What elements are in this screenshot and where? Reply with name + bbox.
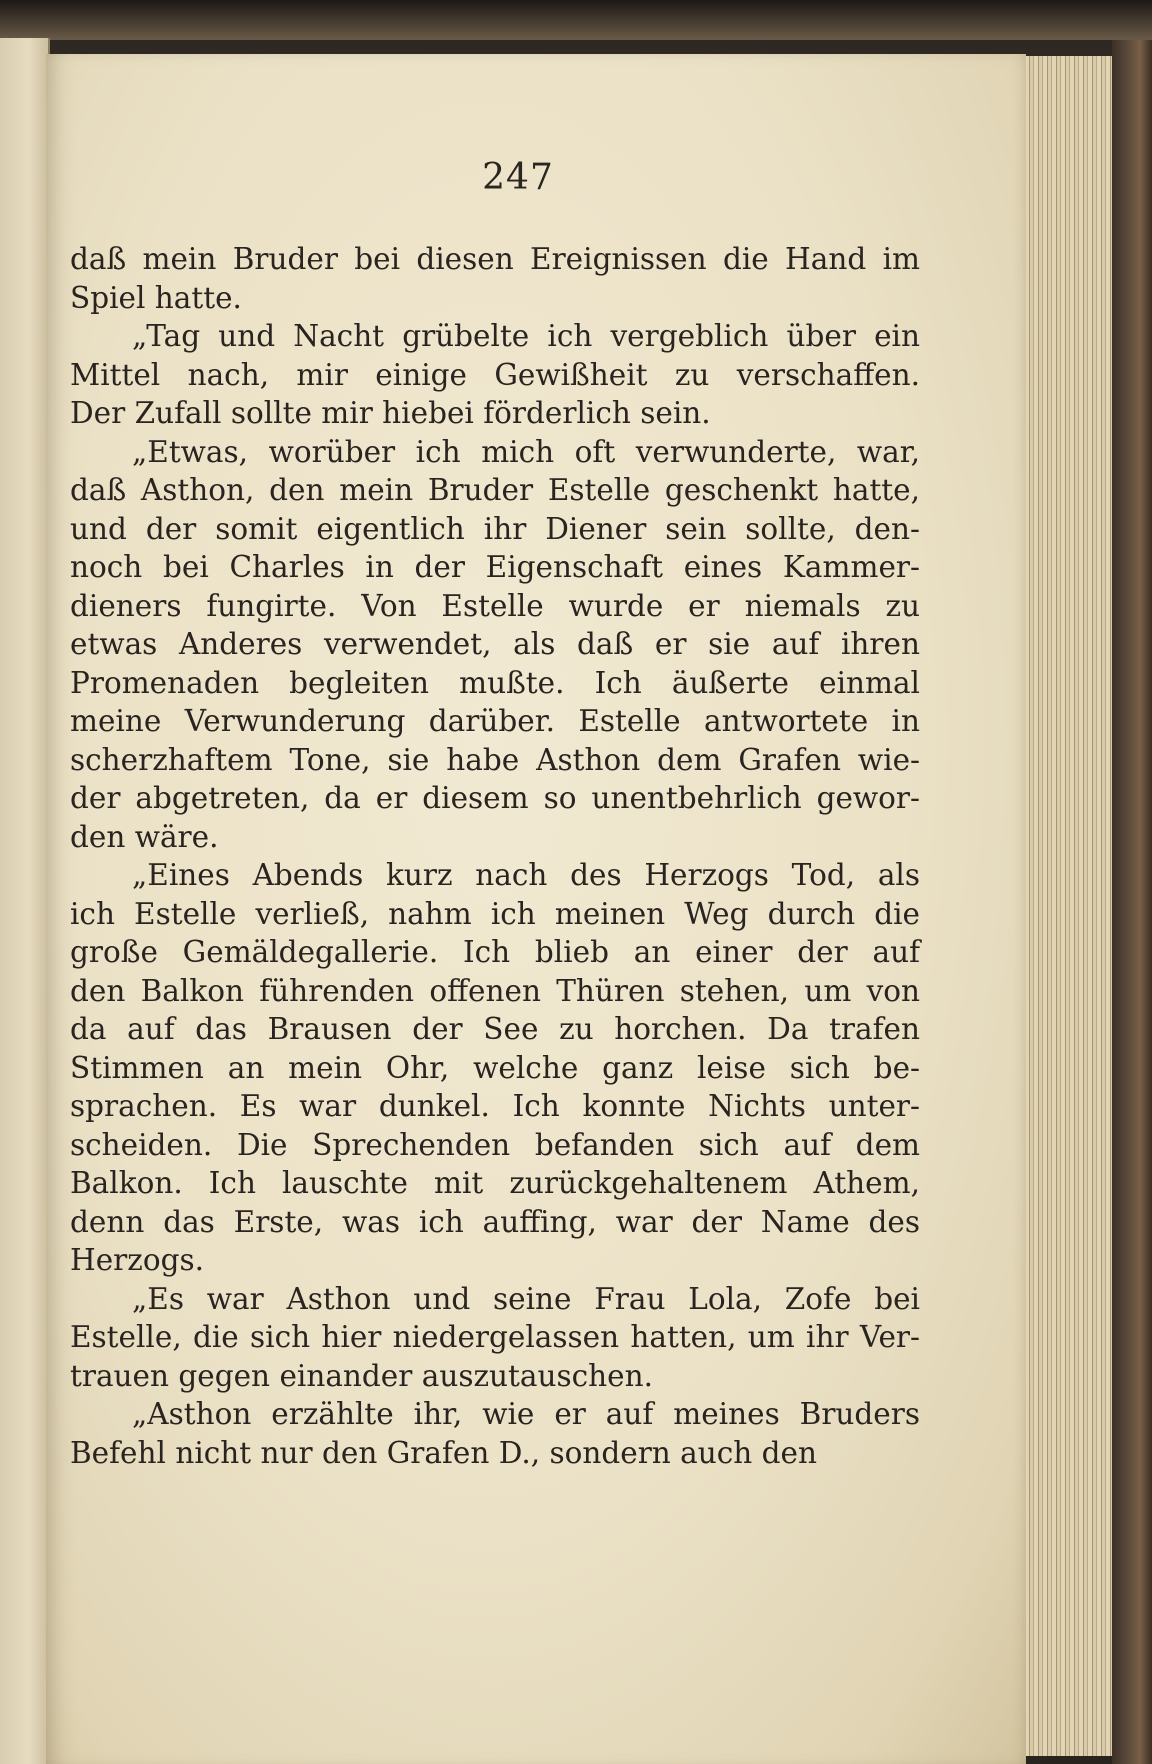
text-line: Promenaden begleiten mußte. Ich äußerte einmal xyxy=(70,665,920,700)
text-line: „Asthon erzählte ihr, wie er auf meines Bruders xyxy=(132,1397,920,1431)
text-line: den wäre. xyxy=(70,819,219,854)
text-line: ich Estelle verließ, nahm ich meinen Weg durch die xyxy=(70,896,920,931)
text-line: etwas Anderes verwendet, als daß er sie auf ihren xyxy=(70,627,920,661)
text-line: da auf das Brausen der See zu horchen. Da trafen xyxy=(70,1012,920,1046)
text-line: daß mein Bruder bei diesen Ereignissen die Hand im xyxy=(70,242,920,276)
text-line: daß Asthon, den mein Bruder Estelle geschenkt hatte, xyxy=(70,473,920,507)
text-line: Herzogs. xyxy=(70,1243,204,1277)
text-line: „Es war Asthon und seine Frau Lola, Zofe bei xyxy=(132,1281,920,1316)
text-line: Mittel nach, mir einige Gewißheit zu verschaffen. xyxy=(70,357,920,392)
page-body-text xyxy=(70,240,920,1472)
book-page xyxy=(46,54,1026,1764)
book-cover-right-board xyxy=(1112,40,1152,1764)
text-line: der abgetreten, da er diesem so unentbehrlich gewor- xyxy=(70,781,920,815)
text-line: meine Verwunderung darüber. Estelle antwortete in xyxy=(70,704,920,738)
paragraph xyxy=(70,433,920,857)
text-line: den Balkon führenden offenen Thüren stehen, um von xyxy=(70,973,920,1008)
text-line: und der somit eigentlich ihr Diener sein sollte, den- xyxy=(70,511,920,546)
text-line: Der Zufall sollte mir hiebei förderlich sein. xyxy=(70,396,711,430)
text-line: noch bei Charles in der Eigenschaft eines Kammer- xyxy=(70,550,920,584)
text-line: trauen gegen einander auszutauschen. xyxy=(70,1358,653,1393)
paragraph xyxy=(70,1395,920,1472)
text-line: scheiden. Die Sprechenden befanden sich auf dem xyxy=(70,1127,920,1162)
page-number: 247 xyxy=(482,157,554,198)
text-line: dieners fungirte. Von Estelle wurde er niemals zu xyxy=(70,588,920,623)
book-cover-top-edge xyxy=(0,0,1152,40)
text-line: denn das Erste, was ich auffing, war der Name des xyxy=(70,1204,920,1239)
text-line: scherzhaftem Tone, sie habe Asthon dem Grafen wie- xyxy=(70,742,920,777)
left-facing-page-edge xyxy=(0,38,50,1764)
page-block-edges xyxy=(1020,56,1115,1756)
text-line: „Tag und Nacht grübelte ich vergeblich über ein xyxy=(132,319,920,353)
text-line: sprachen. Es war dunkel. Ich konnte Nichts unter- xyxy=(70,1089,920,1123)
text-line: Befehl nicht nur den Grafen D., sondern auch den xyxy=(70,1435,817,1470)
text-line: Stimmen an mein Ohr, welche ganz leise sich be- xyxy=(70,1050,920,1085)
text-line: Estelle, die sich hier niedergelassen hatten, um ihr Ver- xyxy=(70,1320,920,1354)
paragraph xyxy=(70,856,920,1280)
text-line: „Eines Abends kurz nach des Herzogs Tod, als xyxy=(132,858,920,892)
paragraph xyxy=(70,240,920,317)
paragraph xyxy=(70,1280,920,1396)
text-line: Balkon. Ich lauschte mit zurückgehaltenem Athem, xyxy=(70,1166,920,1200)
text-line: große Gemäldegallerie. Ich blieb an einer der auf xyxy=(70,935,920,969)
text-line: „Etwas, worüber ich mich oft verwunderte, war, xyxy=(132,434,920,469)
paragraph xyxy=(70,317,920,433)
text-line: Spiel hatte. xyxy=(70,280,242,315)
